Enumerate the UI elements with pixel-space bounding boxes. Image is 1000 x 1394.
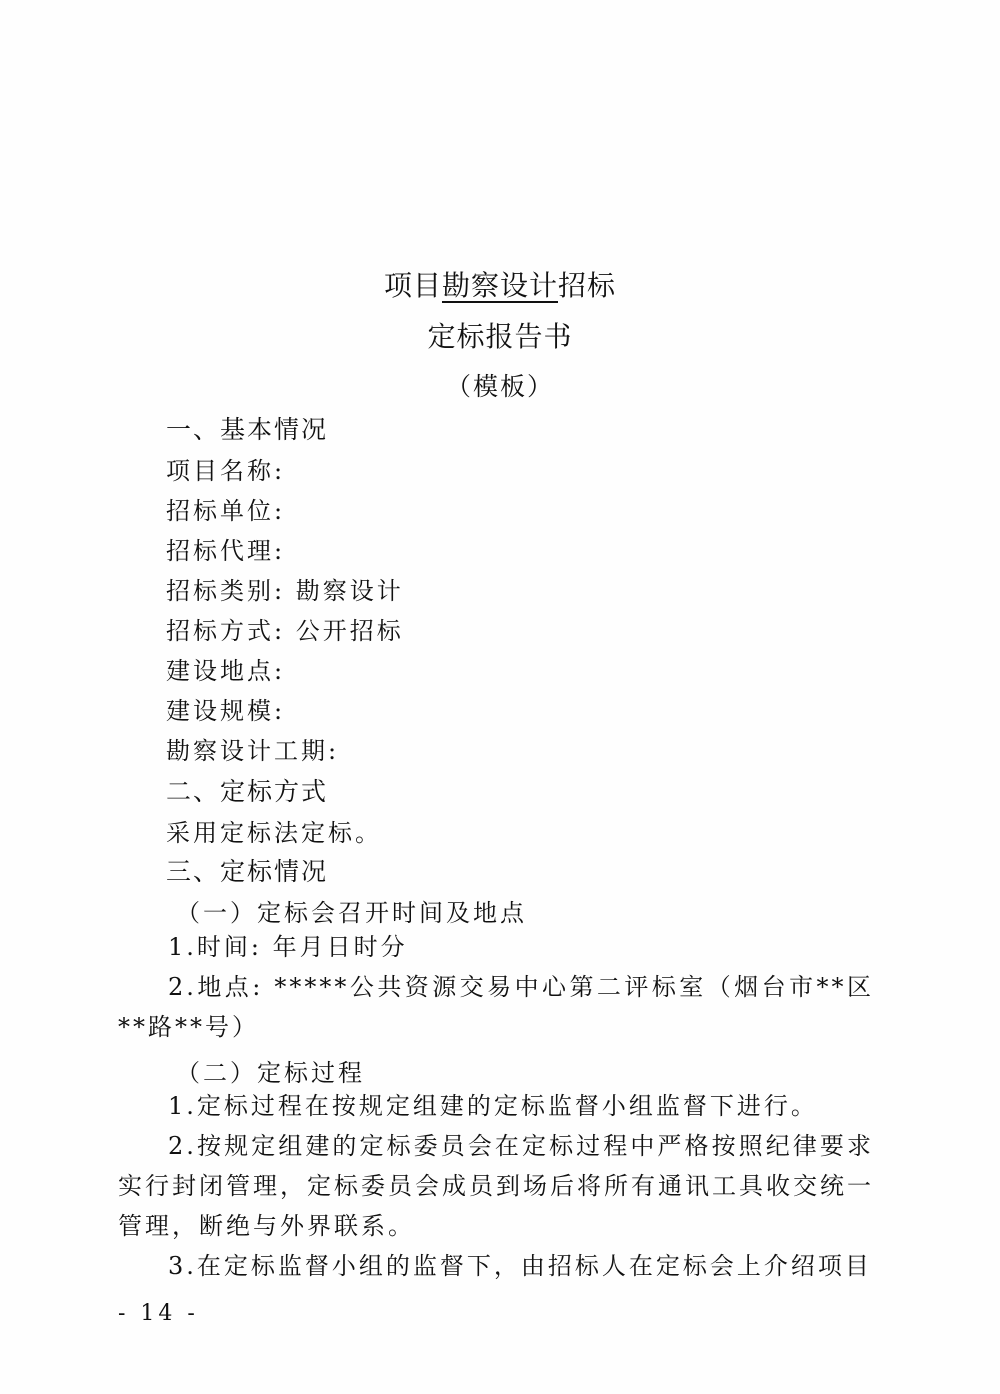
meeting-time: 1.时间: 年月日时分 bbox=[168, 933, 408, 961]
subsection-process-heading: （二）定标过程 bbox=[176, 1059, 365, 1087]
field-tender-method: 招标方式: 公开招标 bbox=[166, 617, 404, 645]
meeting-place: 2.地点: *****公共资源交易中心第二评标室（烟台市**区**路**号） bbox=[118, 973, 874, 1041]
section-1-heading: 一、基本情况 bbox=[166, 415, 329, 444]
document-subtitle-template: （模板） bbox=[445, 372, 554, 401]
section-3-heading: 三、定标情况 bbox=[166, 857, 329, 886]
document-title-line-1 bbox=[0, 264, 1000, 304]
field-tender-unit: 招标单位: bbox=[166, 497, 286, 525]
field-construction-scale: 建设规模: bbox=[166, 697, 286, 725]
subsection-meeting-time-place-heading: （一）定标会召开时间及地点 bbox=[176, 899, 527, 927]
process-paragraph-3: 3.在定标监督小组的监督下，由招标人在定标会上介绍项目 bbox=[168, 1252, 872, 1280]
field-survey-design-period: 勘察设计工期: bbox=[166, 737, 340, 765]
field-construction-site: 建设地点: bbox=[166, 657, 286, 685]
process-paragraph-1: 1.定标过程在按规定组建的定标监督小组监督下进行。 bbox=[168, 1092, 818, 1120]
field-tender-category: 招标类别: 勘察设计 bbox=[166, 577, 404, 605]
document-title-line-2: 定标报告书 bbox=[427, 320, 573, 353]
process-paragraph-2: 2.按规定组建的定标委员会在定标过程中严格按照纪律要求实行封闭管理，定标委员会成员到场后将所有通讯工具收交统一管理，断绝与外界联系。 bbox=[118, 1132, 874, 1240]
field-tender-agent: 招标代理: bbox=[166, 537, 286, 565]
section-2-text: 采用定标法定标。 bbox=[166, 819, 382, 847]
page-number: - 14 - bbox=[118, 1301, 199, 1326]
section-2-heading: 二、定标方式 bbox=[166, 777, 329, 806]
field-project-name: 项目名称: bbox=[166, 457, 286, 485]
title-suffix: 招标 bbox=[558, 269, 617, 302]
title-underlined-blank: 勘察设计 bbox=[441, 269, 558, 302]
title-prefix: 项目 bbox=[383, 269, 442, 302]
